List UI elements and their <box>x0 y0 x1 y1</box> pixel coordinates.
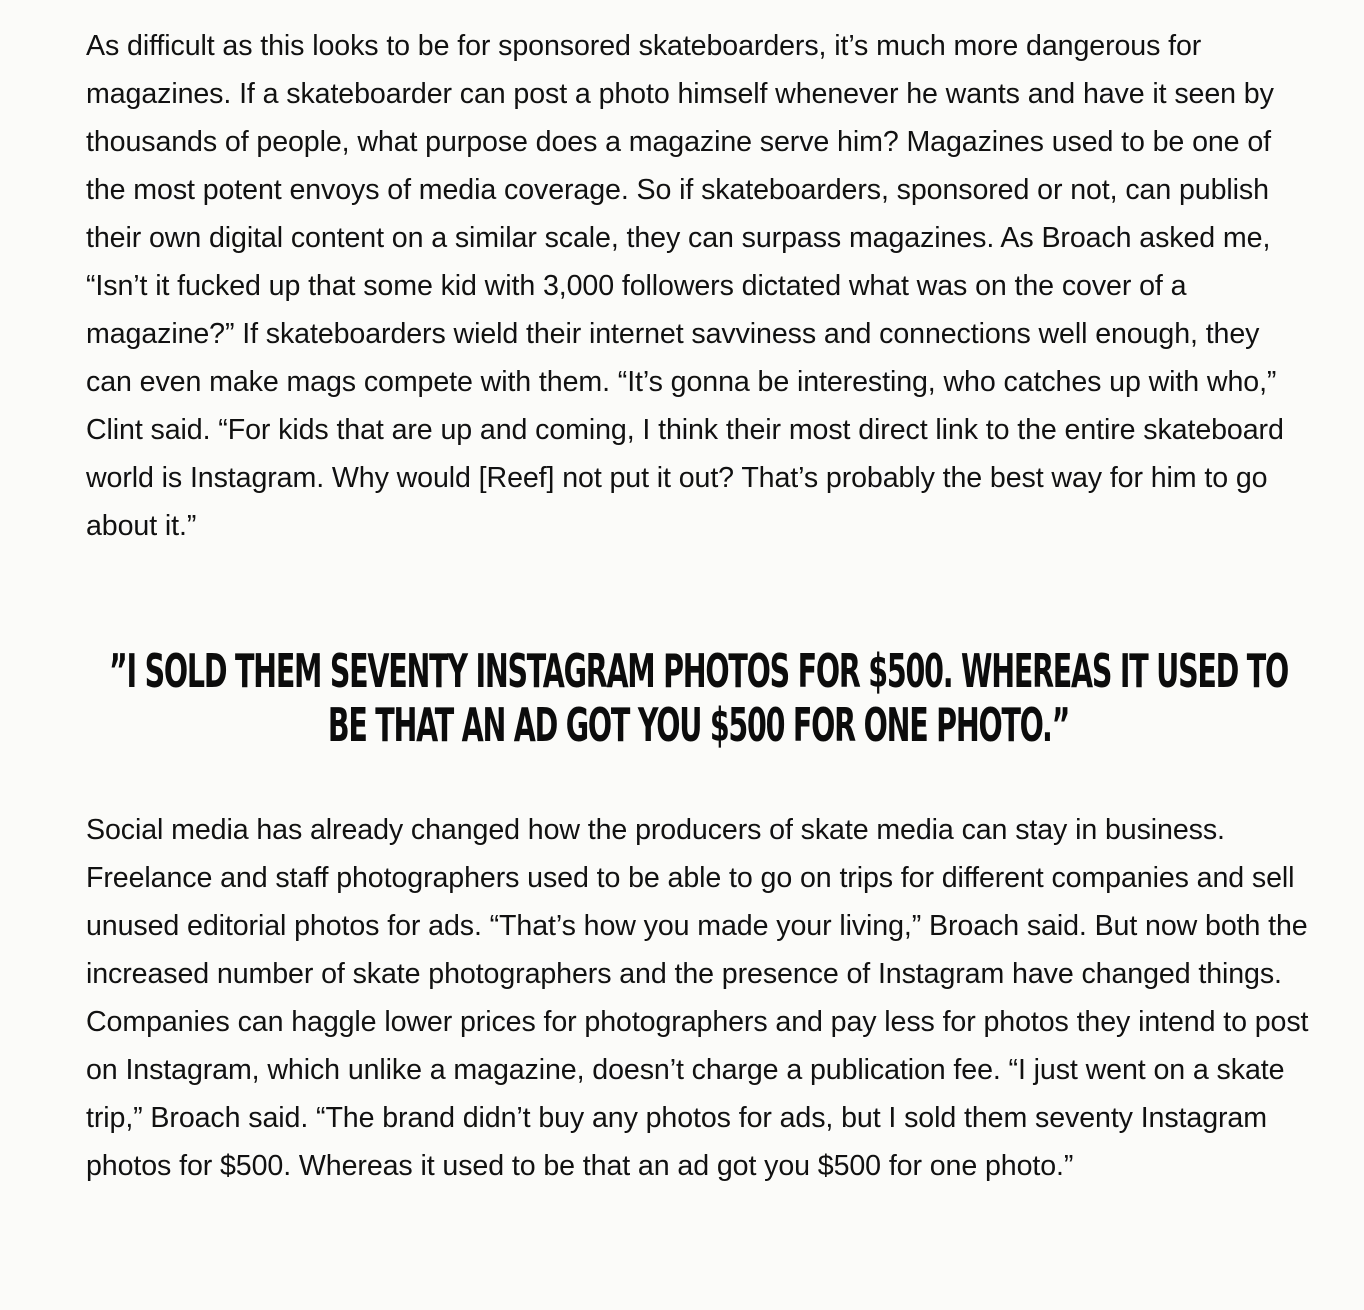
pull-quote: ”I SOLD THEM SEVENTY INSTAGRAM PHOTOS FOR $500. WHEREAS IT USED TO BE THAT AN AD GOT YOU $500 FOR ONE PHOTO.” <box>109 644 1288 752</box>
article-paragraph: As difficult as this looks to be for sponsored skateboarders, it’s much more dangerous for magazines. If a skateboarder can post a photo himself whenever he wants and have it seen by thousands of people, what purpose does a magazine serve him? Magazines used to be one of the most potent envoys of media coverage. So if skateboarders, sponsored or not, can publish their own digital content on a similar scale, they can surpass magazines. As Broach asked me, “Isn’t it fucked up that some kid with 3,000 followers dictated what was on the cover of a magazine?” If skateboarders wield their internet savviness and connections well enough, they can even make mags compete with them. “It’s gonna be interesting, who catches up with who,” Clint said. “For kids that are up and coming, I think their most direct link to the entire skateboard world is Instagram. Why would [Reef] not put it out? That’s probably the best way for him to go about it.” <box>86 30 1284 542</box>
article-paragraph: Social media has already changed how the producers of skate media can stay in business. Freelance and staff photographers used to be able to go on trips for different companies and sell unused editorial photos for ads. “That’s how you made your living,” Broach said. But now both the increased number of skate photographers and the presence of Instagram have changed things. Companies can haggle lower prices for photographers and pay less for photos they intend to post on Instagram, which unlike a magazine, doesn’t charge a publication fee. “I just went on a skate trip,” Broach said. “The brand didn’t buy any photos for ads, but I sold them seventy Instagram photos for $500. Whereas it used to be that an ad got you $500 for one photo.” <box>86 814 1309 1182</box>
